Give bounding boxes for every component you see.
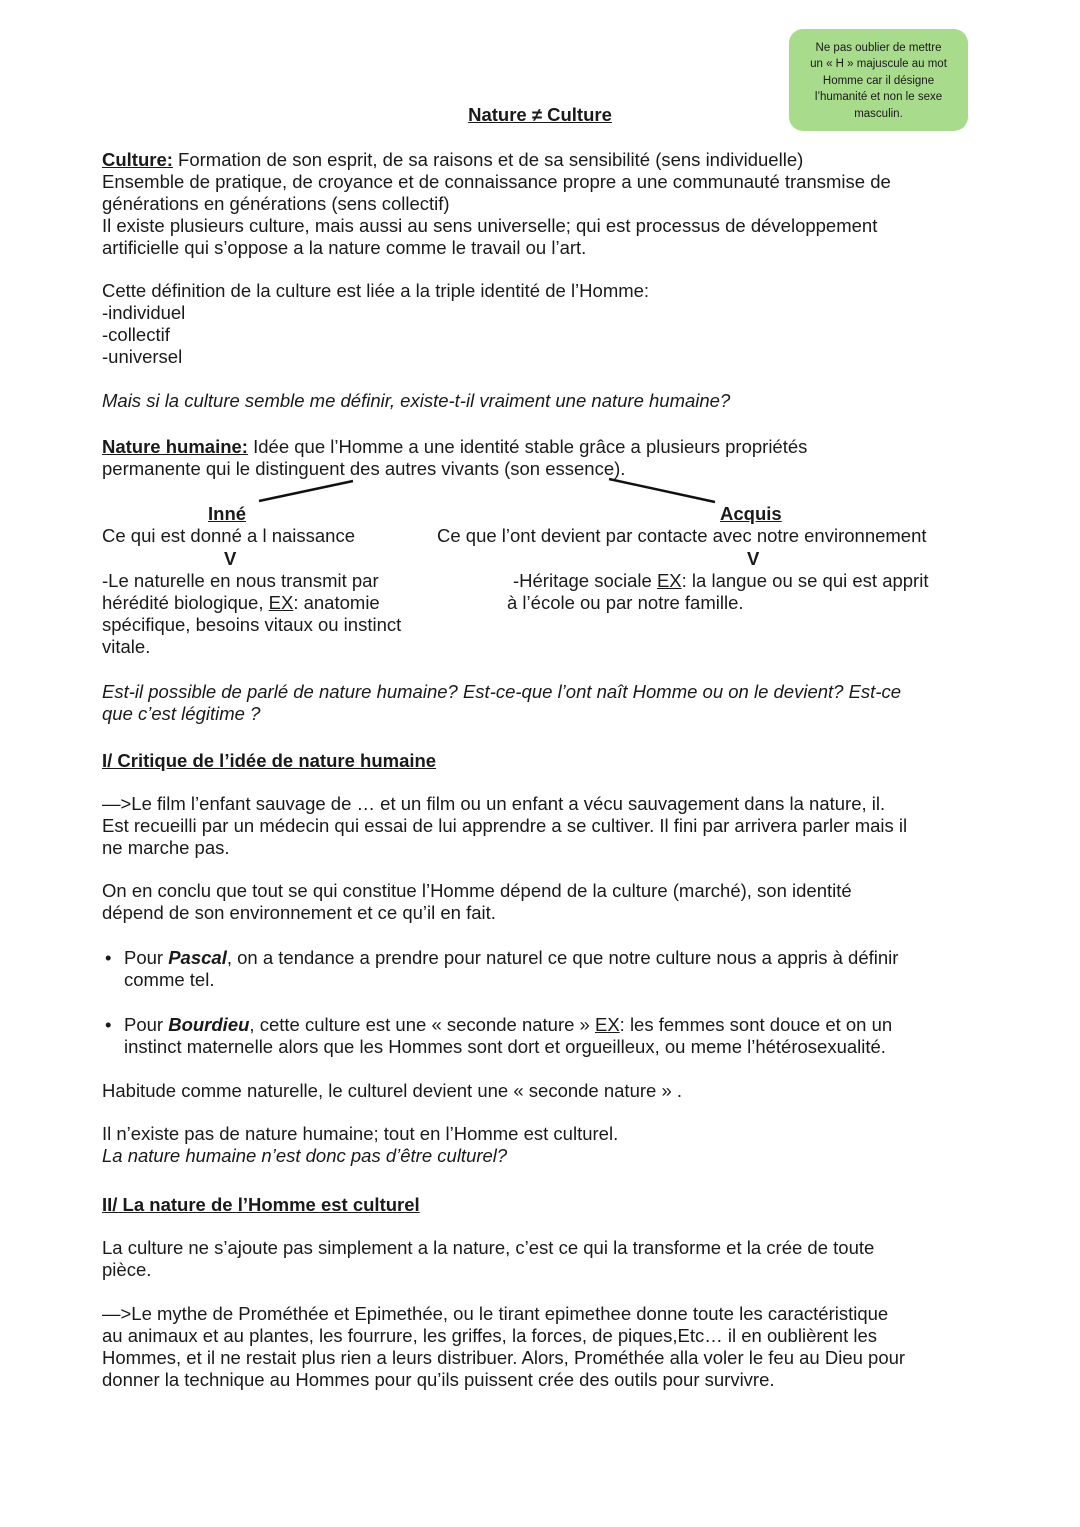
question-2-line: que c’est légitime ? xyxy=(102,703,261,724)
ex-label: EX xyxy=(594,1014,620,1035)
paragraph-line: La culture ne s’ajoute pas simplement a la nature, c’est ce qui la transforme et la crée de toute xyxy=(102,1237,875,1258)
section-2-paragraph xyxy=(102,1237,982,1281)
inne-definition: Ce qui est donné a l naissance xyxy=(102,525,356,546)
bullet-bourdieu xyxy=(105,1014,984,1058)
paragraph-line: donner la technique au Hommes pour qu’ils puissent crée des outils pour survivre. xyxy=(102,1369,775,1390)
branch-line-left xyxy=(259,481,353,501)
paragraph-line: Il n’existe pas de nature humaine; tout en l’Homme est culturel. xyxy=(102,1123,619,1144)
culture-text: générations en générations (sens collectif) xyxy=(102,193,450,214)
inne-detail-line: -Le naturelle en nous transmit par xyxy=(102,570,379,591)
culture-text: Formation de son esprit, de sa raisons et de sa sensibilité (sens individuelle) xyxy=(172,149,804,170)
paragraph-line: On en conclu que tout se qui constitue l’Homme dépend de la culture (marché), son identité xyxy=(102,880,852,901)
author-name: Pascal xyxy=(168,947,227,968)
inne-details xyxy=(102,570,442,658)
ex-label: EX xyxy=(656,570,682,591)
inne-detail-line: vitale. xyxy=(102,636,151,657)
culture-text: artificielle qui s’oppose a la nature comme le travail ou l’art. xyxy=(102,237,587,258)
paragraph-line: dépend de son environnement et ce qu’il en fait. xyxy=(102,902,496,923)
paragraph-line: Est recueilli par un médecin qui essai de lui apprendre a se cultiver. Il fini par arrivera parler mais il xyxy=(102,815,908,836)
paragraph-line: ne marche pas. xyxy=(102,837,230,858)
bullet-text: Pour xyxy=(124,947,169,968)
identity-item: -individuel xyxy=(102,302,186,323)
inne-arrow: V xyxy=(224,548,237,569)
acquis-arrow: V xyxy=(747,548,760,569)
nature-humaine-text: Idée que l’Homme a une identité stable grâce a plusieurs propriétés xyxy=(247,436,808,457)
page-title: Nature ≠ Culture xyxy=(468,104,612,125)
bullet-text: instinct maternelle alors que les Hommes sont dort et orgueilleux, ou meme l’hétérosexualité. xyxy=(124,1036,886,1057)
section-2-heading: II/ La nature de l’Homme est culturel xyxy=(102,1194,420,1215)
acquis-detail-text: -Héritage sociale xyxy=(513,570,657,591)
bullet-pascal xyxy=(105,947,984,991)
ex-label: EX xyxy=(268,592,294,613)
inne-detail-text: : anatomie xyxy=(293,592,380,613)
nature-humaine-term: Nature humaine: xyxy=(102,436,248,457)
acquis-definition: Ce que l’ont devient par contacte avec notre environnement xyxy=(437,525,927,546)
inne-detail-line: spécifique, besoins vitaux ou instinct xyxy=(102,614,402,635)
branch-line-right xyxy=(609,479,715,502)
acquis-heading: Acquis xyxy=(720,503,782,524)
culture-term: Culture: xyxy=(102,149,173,170)
paragraph-line: —>Le film l’enfant sauvage de … et un film ou un enfant a vécu sauvagement dans la nature, il. xyxy=(102,793,886,814)
question-2 xyxy=(102,681,982,725)
note-line: Ne pas oublier de mettre xyxy=(815,42,942,54)
promethee-paragraph xyxy=(102,1303,982,1391)
acquis-detail-text: : la langue ou se qui est apprit xyxy=(681,570,929,591)
nature-humaine-text: permanente qui le distinguent des autres vivants (son essence). xyxy=(102,458,626,479)
paragraph-line: —>Le mythe de Prométhée et Epimethée, ou le tirant epimethee donne toute les caractéristique xyxy=(102,1303,889,1324)
bullet-text: Pour xyxy=(124,1014,169,1035)
identity-intro: Cette définition de la culture est liée a la triple identité de l’Homme: xyxy=(102,280,650,301)
note-line: Homme car il désigne xyxy=(822,74,935,87)
acquis-detail-line: à l’école ou par notre famille. xyxy=(507,592,744,613)
note-line: un « H » majuscule au mot xyxy=(810,58,947,71)
bullet-text: comme tel. xyxy=(124,969,215,990)
inne-detail-text: hérédité biologique, xyxy=(102,592,269,613)
bullet-marker: • xyxy=(105,947,112,968)
question-2-line: Est-il possible de parlé de nature humaine? Est-ce-que l’ont naît Homme ou on le devient? Est-ce xyxy=(102,681,902,702)
acquis-details xyxy=(507,570,977,614)
identity-item: -universel xyxy=(102,346,183,367)
section-1-paragraph xyxy=(102,793,982,859)
bullet-text: , on a tendance a prendre pour naturel ce que notre culture nous a appris à définir xyxy=(226,947,899,968)
bullet-marker: • xyxy=(105,1014,112,1035)
identity-item: -collectif xyxy=(102,324,170,345)
bullet-text: : les femmes sont douce et on un xyxy=(619,1014,893,1035)
note-line: l’humanité et non le sexe xyxy=(814,91,943,104)
question-1: Mais si la culture semble me définir, existe-t-il vraiment une nature humaine? xyxy=(102,390,731,411)
section-1-conclusion xyxy=(102,880,982,924)
culture-text: Il existe plusieurs culture, mais aussi au sens universelle; qui est processus de développement xyxy=(102,215,878,236)
paragraph-line: au animaux et au plantes, les fourrure, les griffes, la forces, de piques,Etc… il en oublièrent les xyxy=(102,1325,878,1346)
paragraph-line: Hommes, et il ne restait plus rien a leurs distribuer. Alors, Prométhée alla voler le feu au Dieu pour xyxy=(102,1347,906,1368)
section-1-heading: I/ Critique de l’idée de nature humaine xyxy=(102,750,437,771)
note-line: masculin. xyxy=(854,107,903,120)
bullet-text: , cette culture est une « seconde nature » xyxy=(249,1014,595,1035)
habitude-text: Habitude comme naturelle, le culturel devient une « seconde nature » . xyxy=(102,1080,683,1101)
culture-text: Ensemble de pratique, de croyance et de connaissance propre a une communauté transmise de xyxy=(102,171,891,192)
inne-heading: Inné xyxy=(208,503,247,524)
paragraph-line: pièce. xyxy=(102,1259,152,1280)
section-1-closing xyxy=(102,1123,982,1167)
author-name: Bourdieu xyxy=(168,1014,250,1035)
closing-question: La nature humaine n’est donc pas d’être culturel? xyxy=(102,1145,508,1166)
